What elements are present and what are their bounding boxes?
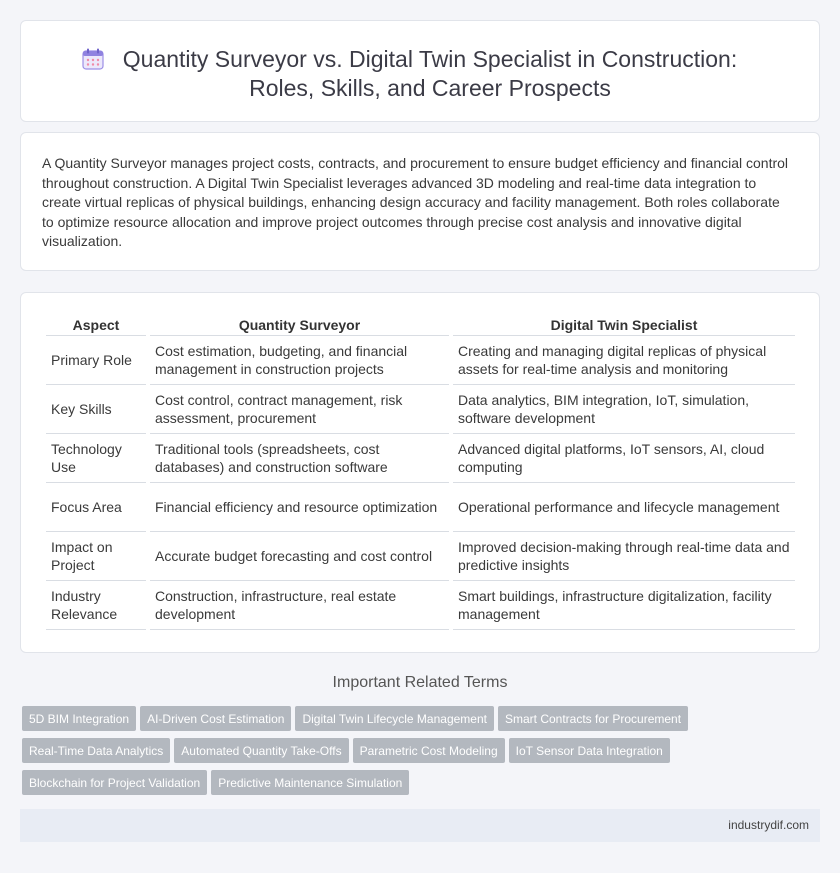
digital-twin-cell: Creating and managing digital replicas of physical assets for real-time analysis and monitoring bbox=[453, 336, 795, 385]
related-term-tag[interactable]: Digital Twin Lifecycle Management bbox=[295, 706, 494, 731]
quantity-surveyor-cell: Cost control, contract management, risk assessment, procurement bbox=[150, 385, 449, 434]
related-terms-list bbox=[22, 706, 822, 802]
table-row bbox=[46, 483, 795, 532]
related-term-tag[interactable]: AI-Driven Cost Estimation bbox=[140, 706, 291, 731]
header-aspect: Aspect bbox=[46, 314, 146, 336]
comparison-card bbox=[20, 292, 820, 653]
related-term-tag[interactable]: Real-Time Data Analytics bbox=[22, 738, 170, 763]
aspect-cell: Focus Area bbox=[46, 483, 146, 532]
header-card bbox=[20, 20, 820, 122]
table-row bbox=[46, 385, 795, 434]
aspect-cell: Impact on Project bbox=[46, 532, 146, 581]
intro-paragraph: A Quantity Surveyor manages project costs, contracts, and procurement to ensure budget efficiency and financial control throughout construction. A Digital Twin Specialist leverages advanced 3D modeling and real-time data integration to create virtual replicas of physical buildings, enhancing design accuracy and facility management. Both roles collaborate to optimize resource allocation and improve project outcomes through precise cost analysis and innovative digital visualization. bbox=[42, 155, 789, 249]
related-term-tag[interactable]: Parametric Cost Modeling bbox=[353, 738, 505, 763]
table-row bbox=[46, 434, 795, 483]
header-quantity-surveyor: Quantity Surveyor bbox=[150, 314, 449, 336]
related-term-tag[interactable]: 5D BIM Integration bbox=[22, 706, 136, 731]
digital-twin-cell: Improved decision-making through real-time data and predictive insights bbox=[453, 532, 795, 581]
page-title: Quantity Surveyor vs. Digital Twin Specialist in Construction: Roles, Skills, and Career Prospects bbox=[122, 46, 738, 101]
intro-card bbox=[20, 132, 820, 271]
table-header-row bbox=[46, 314, 795, 336]
title-wrap bbox=[21, 45, 819, 103]
related-term-tag[interactable]: Automated Quantity Take-Offs bbox=[174, 738, 348, 763]
quantity-surveyor-cell: Cost estimation, budgeting, and financial management in construction projects bbox=[150, 336, 449, 385]
table-row bbox=[46, 581, 795, 630]
aspect-cell: Key Skills bbox=[46, 385, 146, 434]
header-digital-twin-specialist: Digital Twin Specialist bbox=[453, 314, 795, 336]
quantity-surveyor-cell: Construction, infrastructure, real estate development bbox=[150, 581, 449, 630]
quantity-surveyor-cell: Traditional tools (spreadsheets, cost databases) and construction software bbox=[150, 434, 449, 483]
related-term-tag[interactable]: Blockchain for Project Validation bbox=[22, 770, 207, 795]
related-term-tag[interactable]: Predictive Maintenance Simulation bbox=[211, 770, 409, 795]
digital-twin-cell: Data analytics, BIM integration, IoT, simulation, software development bbox=[453, 385, 795, 434]
digital-twin-cell: Smart buildings, infrastructure digitalization, facility management bbox=[453, 581, 795, 630]
aspect-cell: Technology Use bbox=[46, 434, 146, 483]
quantity-surveyor-cell: Accurate budget forecasting and cost control bbox=[150, 532, 449, 581]
related-terms-title: Important Related Terms bbox=[332, 674, 508, 691]
related-term-tag[interactable]: IoT Sensor Data Integration bbox=[509, 738, 670, 763]
aspect-cell: Industry Relevance bbox=[46, 581, 146, 630]
quantity-surveyor-cell: Financial efficiency and resource optimization bbox=[150, 483, 449, 532]
digital-twin-cell: Operational performance and lifecycle management bbox=[453, 483, 795, 532]
table-row bbox=[46, 336, 795, 385]
table-row bbox=[46, 532, 795, 581]
digital-twin-cell: Advanced digital platforms, IoT sensors, AI, cloud computing bbox=[453, 434, 795, 483]
footer-site-link[interactable]: industrydif.com bbox=[728, 818, 809, 832]
comparison-table bbox=[42, 314, 799, 630]
aspect-cell: Primary Role bbox=[46, 336, 146, 385]
calendar-icon bbox=[81, 47, 105, 71]
related-term-tag[interactable]: Smart Contracts for Procurement bbox=[498, 706, 688, 731]
footer bbox=[20, 809, 820, 842]
